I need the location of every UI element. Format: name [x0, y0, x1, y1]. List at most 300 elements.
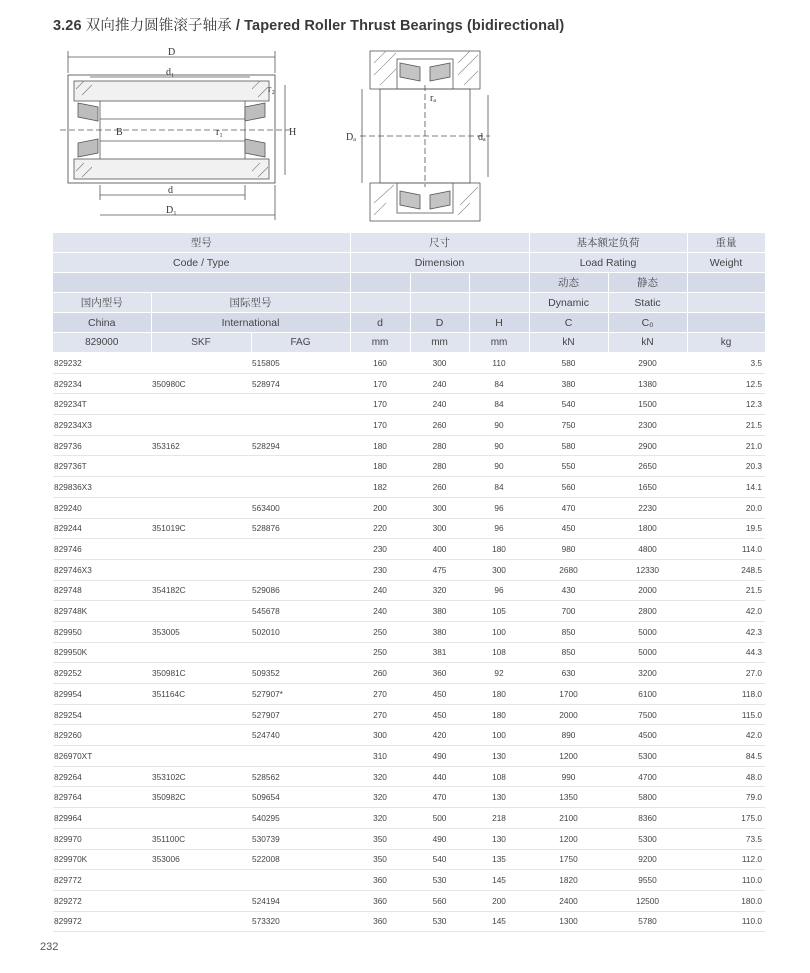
- type-header-cn: 型号: [53, 233, 350, 253]
- china-code-cell: 829254: [53, 704, 151, 725]
- static-load-C0-cell: 5780: [608, 911, 687, 932]
- skf-code-cell: 353162: [151, 435, 251, 456]
- table-row: [53, 601, 765, 622]
- fag-code-cell: [251, 642, 350, 663]
- dynamic-load-C-cell: 630: [529, 663, 608, 684]
- skf-code-cell: [151, 477, 251, 498]
- fag-code-cell: [251, 870, 350, 891]
- weight-cell: 79.0: [687, 787, 765, 808]
- table-row: [53, 497, 765, 518]
- weight-cell: 110.0: [687, 911, 765, 932]
- dynamic-load-C-cell: 2100: [529, 808, 608, 829]
- weight-cell: 21.5: [687, 580, 765, 601]
- height-H-cell: 90: [469, 456, 529, 477]
- china-code-cell: 829234T: [53, 394, 151, 415]
- skf-code-cell: [151, 725, 251, 746]
- table-row: [53, 518, 765, 539]
- outer-D-cell: 360: [410, 663, 469, 684]
- skf-code-cell: 350980C: [151, 373, 251, 394]
- weight-cell: 42.3: [687, 621, 765, 642]
- static-load-C0-cell: 2800: [608, 601, 687, 622]
- dynamic-load-C-cell: 2680: [529, 559, 608, 580]
- dynamic-load-C-cell: 580: [529, 435, 608, 456]
- blank-cell: [687, 273, 765, 293]
- outer-D-cell: 280: [410, 456, 469, 477]
- blank-cell: [687, 293, 765, 313]
- height-H-cell: 135: [469, 849, 529, 870]
- label-ra: rₐ: [430, 93, 437, 104]
- static-load-C0-cell: 5300: [608, 746, 687, 767]
- weight-cell: 27.0: [687, 663, 765, 684]
- height-H-cell: 90: [469, 415, 529, 436]
- static-load-C0-cell: 5000: [608, 621, 687, 642]
- label-d: d: [168, 185, 173, 196]
- weight-cell: 248.5: [687, 559, 765, 580]
- skf-code-cell: [151, 890, 251, 911]
- fag-code-cell: 524194: [251, 890, 350, 911]
- static-load-C0-cell: 5000: [608, 642, 687, 663]
- dynamic-load-C-cell: 850: [529, 621, 608, 642]
- bore-d-cell: 180: [350, 435, 410, 456]
- bearing-section-drawing: [60, 45, 300, 225]
- static-load-C0-cell: 2650: [608, 456, 687, 477]
- table-row: [53, 373, 765, 394]
- height-H-cell: 90: [469, 435, 529, 456]
- static-load-C0-cell: 2300: [608, 415, 687, 436]
- dynamic-load-C-cell: 750: [529, 415, 608, 436]
- skf-code-cell: [151, 497, 251, 518]
- china-code-cell: 829970: [53, 828, 151, 849]
- height-H-cell: 84: [469, 394, 529, 415]
- outer-D-cell: 475: [410, 559, 469, 580]
- weight-cell: 12.3: [687, 394, 765, 415]
- dynamic-load-C-cell: 1300: [529, 911, 608, 932]
- bore-d-cell: 250: [350, 621, 410, 642]
- dynamic-load-C-cell: 450: [529, 518, 608, 539]
- skf-code-cell: 351164C: [151, 684, 251, 705]
- table-row: [53, 642, 765, 663]
- weight-cell: 110.0: [687, 870, 765, 891]
- bore-d-cell: 182: [350, 477, 410, 498]
- fag-code-cell: [251, 746, 350, 767]
- china-code-cell: 829748K: [53, 601, 151, 622]
- static-load-C0-cell: 2000: [608, 580, 687, 601]
- skf-code-cell: [151, 808, 251, 829]
- weight-cell: 21.0: [687, 435, 765, 456]
- bore-d-cell: 220: [350, 518, 410, 539]
- china-code-cell: 826970XT: [53, 746, 151, 767]
- fag-code-cell: 530739: [251, 828, 350, 849]
- fag-code-cell: [251, 394, 350, 415]
- bore-d-cell: 320: [350, 808, 410, 829]
- bore-d-cell: 230: [350, 539, 410, 560]
- china-code-cell: 829272: [53, 890, 151, 911]
- dynamic-load-C-cell: 2400: [529, 890, 608, 911]
- outer-D-cell: 440: [410, 766, 469, 787]
- weight-cell: 112.0: [687, 849, 765, 870]
- fag-code-cell: 573320: [251, 911, 350, 932]
- bore-d-cell: 360: [350, 890, 410, 911]
- weight-cell: 44.3: [687, 642, 765, 663]
- weight-cell: 19.5: [687, 518, 765, 539]
- dynamic-load-C-cell: 1820: [529, 870, 608, 891]
- static-load-C0-cell: 9200: [608, 849, 687, 870]
- weight-cell: 84.5: [687, 746, 765, 767]
- international-header-cn: 国际型号: [151, 293, 350, 313]
- unit-C0: kN: [608, 333, 687, 353]
- height-H-cell: 108: [469, 642, 529, 663]
- dynamic-load-C-cell: 1200: [529, 746, 608, 767]
- dynamic-load-C-cell: 580: [529, 353, 608, 373]
- outer-D-cell: 540: [410, 849, 469, 870]
- china-header-cn: 国内型号: [53, 293, 151, 313]
- outer-D-cell: 300: [410, 353, 469, 373]
- bore-d-cell: 250: [350, 642, 410, 663]
- outer-D-cell: 381: [410, 642, 469, 663]
- skf-code-cell: 353006: [151, 849, 251, 870]
- table-row: [53, 870, 765, 891]
- bore-d-cell: 270: [350, 684, 410, 705]
- china-code-cell: 829240: [53, 497, 151, 518]
- skf-code-cell: [151, 642, 251, 663]
- skf-code-cell: [151, 456, 251, 477]
- weight-cell: 42.0: [687, 601, 765, 622]
- height-H-cell: 96: [469, 580, 529, 601]
- dynamic-load-C-cell: 560: [529, 477, 608, 498]
- skf-code-cell: 353102C: [151, 766, 251, 787]
- height-H-cell: 300: [469, 559, 529, 580]
- label-da: dₐ: [478, 132, 486, 143]
- unit-d: mm: [350, 333, 410, 353]
- outer-D-cell: 470: [410, 787, 469, 808]
- bore-d-cell: 300: [350, 725, 410, 746]
- skf-code-cell: [151, 415, 251, 436]
- dynamic-load-C-cell: 1750: [529, 849, 608, 870]
- weight-cell: 42.0: [687, 725, 765, 746]
- table-row: [53, 766, 765, 787]
- blank-cell: [469, 273, 529, 293]
- table-row: [53, 477, 765, 498]
- outer-D-cell: 450: [410, 684, 469, 705]
- table-row: [53, 911, 765, 932]
- fag-header: FAG: [251, 333, 350, 353]
- outer-D-cell: 280: [410, 435, 469, 456]
- dynamic-load-C-cell: 550: [529, 456, 608, 477]
- fag-code-cell: 502010: [251, 621, 350, 642]
- weight-cell: 175.0: [687, 808, 765, 829]
- fag-code-cell: 515805: [251, 353, 350, 373]
- blank-cell: [410, 293, 469, 313]
- unit-weight: kg: [687, 333, 765, 353]
- label-r2: r₂: [268, 84, 275, 95]
- fag-code-cell: 524740: [251, 725, 350, 746]
- china-header-en: China: [53, 313, 151, 333]
- unit-H: mm: [469, 333, 529, 353]
- skf-code-cell: [151, 870, 251, 891]
- china-code-cell: 829260: [53, 725, 151, 746]
- label-Da: Dₐ: [346, 132, 356, 143]
- dynamic-load-C-cell: 1200: [529, 828, 608, 849]
- weight-cell: 21.5: [687, 415, 765, 436]
- blank-cell: [687, 313, 765, 333]
- china-code-cell: 829972: [53, 911, 151, 932]
- dynamic-load-C-cell: 850: [529, 642, 608, 663]
- load-header-en: Load Rating: [529, 253, 687, 273]
- height-H-cell: 110: [469, 353, 529, 373]
- skf-code-cell: [151, 394, 251, 415]
- fag-code-cell: 528294: [251, 435, 350, 456]
- table-header: [53, 233, 766, 353]
- outer-D-cell: 260: [410, 477, 469, 498]
- unit-C: kN: [529, 333, 608, 353]
- weight-cell: 12.5: [687, 373, 765, 394]
- weight-cell: 3.5: [687, 353, 765, 373]
- static-load-C0-cell: 12330: [608, 559, 687, 580]
- outer-D-cell: 450: [410, 704, 469, 725]
- skf-header: SKF: [151, 333, 251, 353]
- outer-D-cell: 260: [410, 415, 469, 436]
- dynamic-load-C-cell: 380: [529, 373, 608, 394]
- bore-d-cell: 240: [350, 580, 410, 601]
- outer-D-cell: 420: [410, 725, 469, 746]
- bore-d-cell: 360: [350, 870, 410, 891]
- bore-d-cell: 270: [350, 704, 410, 725]
- china-code-cell: 829234: [53, 373, 151, 394]
- dimension-header-cn: 尺寸: [350, 233, 529, 253]
- static-load-C0-cell: 5800: [608, 787, 687, 808]
- static-load-C0-cell: 9550: [608, 870, 687, 891]
- static-load-C0-cell: 6100: [608, 684, 687, 705]
- china-code-cell: 829950: [53, 621, 151, 642]
- weight-cell: 48.0: [687, 766, 765, 787]
- bore-d-cell: 170: [350, 394, 410, 415]
- table-row: [53, 890, 765, 911]
- height-H-cell: 200: [469, 890, 529, 911]
- fag-code-cell: [251, 559, 350, 580]
- skf-code-cell: 354182C: [151, 580, 251, 601]
- bore-d-cell: 200: [350, 497, 410, 518]
- table-row: [53, 849, 765, 870]
- china-code-cell: 829764: [53, 787, 151, 808]
- fag-code-cell: 509654: [251, 787, 350, 808]
- table-row: [53, 559, 765, 580]
- height-H-cell: 180: [469, 684, 529, 705]
- china-code-cell: 829772: [53, 870, 151, 891]
- outer-D-cell: 490: [410, 828, 469, 849]
- label-H: H: [289, 127, 297, 138]
- height-H-cell: 96: [469, 518, 529, 539]
- china-code-cell: 829252: [53, 663, 151, 684]
- fag-code-cell: 528974: [251, 373, 350, 394]
- skf-code-cell: 350981C: [151, 663, 251, 684]
- height-H-cell: 100: [469, 621, 529, 642]
- bore-d-cell: 350: [350, 828, 410, 849]
- fag-code-cell: 545678: [251, 601, 350, 622]
- height-H-cell: 180: [469, 539, 529, 560]
- outer-D-cell: 380: [410, 601, 469, 622]
- height-H-cell: 108: [469, 766, 529, 787]
- col-C0-header: C₀: [608, 313, 687, 333]
- skf-code-cell: [151, 559, 251, 580]
- weight-header-cn: 重量: [687, 233, 765, 253]
- outer-D-cell: 320: [410, 580, 469, 601]
- table-row: [53, 394, 765, 415]
- fag-code-cell: 527907: [251, 704, 350, 725]
- fag-code-cell: 563400: [251, 497, 350, 518]
- dynamic-load-C-cell: 700: [529, 601, 608, 622]
- height-H-cell: 84: [469, 477, 529, 498]
- label-d1: d₁: [166, 67, 175, 78]
- skf-code-cell: [151, 911, 251, 932]
- mounting-drawing: [340, 45, 510, 225]
- static-load-C0-cell: 1800: [608, 518, 687, 539]
- weight-cell: 73.5: [687, 828, 765, 849]
- fag-code-cell: [251, 477, 350, 498]
- skf-code-cell: [151, 539, 251, 560]
- static-load-C0-cell: 8360: [608, 808, 687, 829]
- height-H-cell: 130: [469, 787, 529, 808]
- outer-D-cell: 500: [410, 808, 469, 829]
- table-row: [53, 435, 765, 456]
- table-row: [53, 456, 765, 477]
- bore-d-cell: 240: [350, 601, 410, 622]
- table-row: [53, 746, 765, 767]
- blank-cell: [350, 273, 410, 293]
- table-row: [53, 684, 765, 705]
- table-row: [53, 580, 765, 601]
- col-d-header: d: [350, 313, 410, 333]
- dynamic-load-C-cell: 430: [529, 580, 608, 601]
- china-code-cell: 829232: [53, 353, 151, 373]
- weight-cell: 20.0: [687, 497, 765, 518]
- table-row: [53, 704, 765, 725]
- bore-d-cell: 230: [350, 559, 410, 580]
- height-H-cell: 84: [469, 373, 529, 394]
- blank-cell: [469, 293, 529, 313]
- weight-cell: 180.0: [687, 890, 765, 911]
- bore-d-cell: 350: [350, 849, 410, 870]
- weight-cell: 20.3: [687, 456, 765, 477]
- page-title: [53, 14, 564, 35]
- col-D-header: D: [410, 313, 469, 333]
- unit-D: mm: [410, 333, 469, 353]
- static-load-C0-cell: 4700: [608, 766, 687, 787]
- fag-code-cell: 528876: [251, 518, 350, 539]
- height-H-cell: 145: [469, 911, 529, 932]
- dynamic-header-cn: 动态: [529, 273, 608, 293]
- height-H-cell: 105: [469, 601, 529, 622]
- china-code-cell: 829836X3: [53, 477, 151, 498]
- col-H-header: H: [469, 313, 529, 333]
- label-D: D: [168, 47, 176, 58]
- bore-d-cell: 310: [350, 746, 410, 767]
- fag-code-cell: 528562: [251, 766, 350, 787]
- height-H-cell: 180: [469, 704, 529, 725]
- bore-d-cell: 180: [350, 456, 410, 477]
- table-row: [53, 415, 765, 436]
- static-load-C0-cell: 4800: [608, 539, 687, 560]
- fag-code-cell: 529086: [251, 580, 350, 601]
- static-header-en: Static: [608, 293, 687, 313]
- international-header-en: International: [151, 313, 350, 333]
- static-load-C0-cell: 1500: [608, 394, 687, 415]
- static-load-C0-cell: 7500: [608, 704, 687, 725]
- outer-D-cell: 530: [410, 911, 469, 932]
- height-H-cell: 92: [469, 663, 529, 684]
- height-H-cell: 130: [469, 828, 529, 849]
- bore-d-cell: 320: [350, 787, 410, 808]
- skf-code-cell: 351019C: [151, 518, 251, 539]
- static-load-C0-cell: 1380: [608, 373, 687, 394]
- static-load-C0-cell: 2900: [608, 353, 687, 373]
- height-H-cell: 145: [469, 870, 529, 891]
- blank-cell: [410, 273, 469, 293]
- dynamic-load-C-cell: 1700: [529, 684, 608, 705]
- weight-header-en: Weight: [687, 253, 765, 273]
- fag-code-cell: 540295: [251, 808, 350, 829]
- static-load-C0-cell: 2230: [608, 497, 687, 518]
- china-code-cell: 829736: [53, 435, 151, 456]
- fag-code-cell: [251, 456, 350, 477]
- china-code-cell: 829244: [53, 518, 151, 539]
- bore-d-cell: 170: [350, 415, 410, 436]
- label-D1: D₁: [166, 205, 177, 216]
- china-code-cell: 829746X3: [53, 559, 151, 580]
- table-row: [53, 725, 765, 746]
- table-row: [53, 663, 765, 684]
- china-code-cell: 829954: [53, 684, 151, 705]
- load-header-cn: 基本额定负荷: [529, 233, 687, 253]
- outer-D-cell: 300: [410, 518, 469, 539]
- weight-cell: 118.0: [687, 684, 765, 705]
- fag-code-cell: 527907*: [251, 684, 350, 705]
- bore-d-cell: 320: [350, 766, 410, 787]
- static-load-C0-cell: 12500: [608, 890, 687, 911]
- outer-D-cell: 560: [410, 890, 469, 911]
- bore-d-cell: 360: [350, 911, 410, 932]
- table-row: [53, 808, 765, 829]
- dynamic-load-C-cell: 2000: [529, 704, 608, 725]
- outer-D-cell: 380: [410, 621, 469, 642]
- static-load-C0-cell: 2900: [608, 435, 687, 456]
- static-header-cn: 静态: [608, 273, 687, 293]
- blank-cell: [350, 293, 410, 313]
- type-header-en: Code / Type: [53, 253, 350, 273]
- dynamic-load-C-cell: 470: [529, 497, 608, 518]
- fag-code-cell: 522008: [251, 849, 350, 870]
- static-load-C0-cell: 3200: [608, 663, 687, 684]
- skf-code-cell: [151, 353, 251, 373]
- skf-code-cell: 351100C: [151, 828, 251, 849]
- china-code-cell: 829964: [53, 808, 151, 829]
- china-code-cell: 829970K: [53, 849, 151, 870]
- fag-code-cell: [251, 539, 350, 560]
- outer-D-cell: 240: [410, 373, 469, 394]
- height-H-cell: 96: [469, 497, 529, 518]
- col-C-header: C: [529, 313, 608, 333]
- china-code-cell: 829746: [53, 539, 151, 560]
- dynamic-header-en: Dynamic: [529, 293, 608, 313]
- static-load-C0-cell: 4500: [608, 725, 687, 746]
- china-code-cell: 829234X3: [53, 415, 151, 436]
- skf-code-cell: 353005: [151, 621, 251, 642]
- dynamic-load-C-cell: 540: [529, 394, 608, 415]
- outer-D-cell: 240: [410, 394, 469, 415]
- china-code-cell: 829264: [53, 766, 151, 787]
- height-H-cell: 100: [469, 725, 529, 746]
- china-code-cell: 829748: [53, 580, 151, 601]
- china-code-cell: 829736T: [53, 456, 151, 477]
